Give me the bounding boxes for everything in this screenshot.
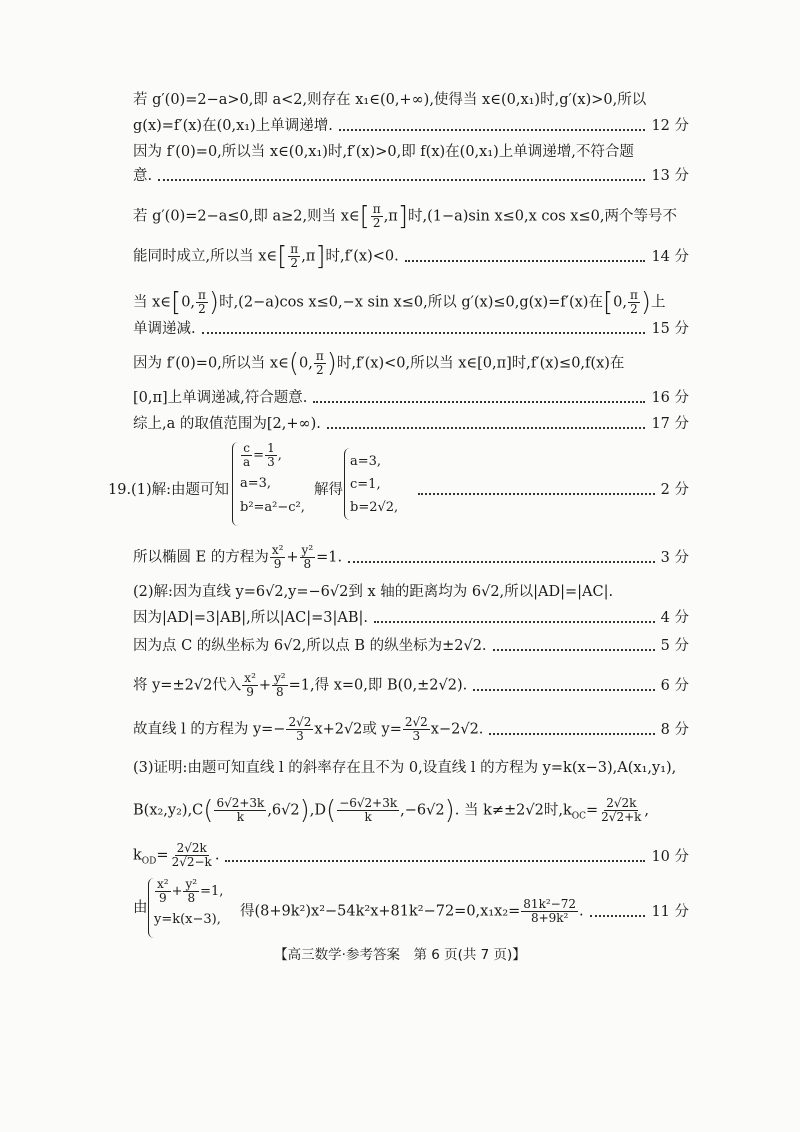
text: 因为点 C 的纵坐标为 6√2,所以点 B 的纵坐标为±2√2. [133, 638, 487, 654]
q19-score [412, 480, 689, 500]
text-group: $k_{OD}=$ $\frac{2√2k}{2√2-k}$ . [133, 841, 220, 869]
bracket-open: [ [602, 287, 614, 318]
score: 14 分 [651, 248, 689, 265]
fraction [183, 878, 199, 905]
bracket-close: ] [397, 201, 408, 232]
numerator: x² [244, 671, 256, 685]
text: 单调递减. [133, 321, 196, 337]
denominator: 2 [372, 216, 381, 230]
text: x+2√2或 y= [314, 721, 402, 738]
fraction [300, 544, 316, 571]
numerator: y² [274, 671, 286, 685]
fraction [170, 842, 214, 869]
paren-close: ) [208, 287, 220, 318]
leader-dots [158, 179, 645, 181]
leader-dots [374, 621, 655, 623]
paren-close: ) [326, 348, 337, 379]
text: = [156, 847, 169, 864]
denominator: 3 [412, 729, 421, 743]
score: 5 分 [660, 638, 689, 654]
line-17 [133, 672, 689, 699]
paren-close: ) [299, 795, 310, 826]
numerator: 2√2 [288, 715, 312, 729]
eq-row: b=2√2, [350, 500, 399, 515]
text: ,D [309, 802, 327, 819]
fraction [265, 442, 277, 469]
line-22 [240, 898, 689, 925]
denominator: k [236, 810, 245, 824]
text: 时,(1−a)sin x≤0,x cos x≤0,两个等号不 [407, 208, 677, 225]
fraction [272, 672, 288, 699]
numerator: c [243, 441, 250, 455]
line-2 [133, 116, 689, 136]
leader-dots [590, 915, 646, 917]
score: 11 分 [651, 903, 689, 920]
score: 17 分 [651, 416, 689, 432]
denominator: 2√2−k [171, 855, 212, 869]
eq-row: a=3, [350, 454, 382, 469]
leader-dots [202, 332, 646, 334]
denominator: 3 [267, 455, 275, 469]
numerator: π [629, 288, 638, 302]
text: 上 [651, 294, 666, 311]
text: = [586, 802, 599, 819]
text: 19.(1)解:由题可知 [108, 482, 229, 498]
fraction [599, 797, 643, 824]
numerator: y² [185, 877, 198, 891]
numerator: 1 [267, 441, 275, 455]
fraction [242, 672, 258, 699]
text: 当 x∈ [133, 294, 172, 311]
leader-dots [473, 689, 654, 691]
denominator: 8+9k² [530, 911, 569, 925]
line-18 [133, 716, 689, 743]
text: 解得 [314, 482, 343, 498]
fraction [270, 544, 286, 571]
line-10 [133, 388, 689, 408]
leader-dots [493, 649, 655, 651]
line-6 [133, 243, 689, 270]
eq-row: y=k(x−3), [154, 912, 221, 927]
paren-open: ( [288, 348, 299, 379]
text-group [133, 716, 483, 743]
numerator: 81k²−72 [523, 897, 576, 911]
text: (3)证明:由题可知直线 l 的斜率存在且不为 0,设直线 l 的方程为 y=k(x−3),A(x₁,y₁), [133, 760, 677, 776]
text: 意. [133, 168, 153, 184]
line-1 [133, 90, 689, 110]
fraction [628, 289, 640, 316]
bracket-open: [ [277, 241, 288, 272]
denominator: 2√2+k [601, 810, 642, 824]
line-9: 因为 f′(0)=0,所以当 x∈(0, $\frac{\pi}{2}$ )时,f′(x)<0,所以当 x∈[0,π]时,f′(x)≤0,f(x)在 [133, 348, 625, 379]
text-group: 将 y=±2√2代入 $\frac{\text{x²}}{9}$ + $\frac{\text{y²}}{8}$ =1,得 x=0,即 B(0,±2√2). [133, 671, 468, 699]
fraction [314, 350, 326, 377]
text: 能同时成立,所以当 x∈ [133, 248, 278, 265]
fraction [403, 716, 430, 743]
denominator: k [364, 810, 372, 824]
bracket-open: [ [171, 287, 182, 318]
numerator: −6√2+3k [339, 796, 398, 810]
leader-dots [327, 427, 646, 429]
line-15 [133, 608, 689, 628]
line-16 [133, 636, 689, 656]
paren-open: ( [326, 795, 337, 826]
denominator: 2 [630, 302, 638, 316]
text: 时,(2−a)cos x≤0,−x sin x≤0,所以 g′(x)≤0,g(x)=f′(x)在 [219, 294, 603, 311]
line-11 [133, 414, 689, 434]
score: 12 分 [651, 118, 689, 134]
q19-label [108, 480, 238, 500]
line-5: 若 g′(0)=2−a≤0,即 a≥2,则当 x∈[ $\frac{\pi}{2}$ ,π]时,(1−a)sin x≤0,x cos x≤0,两个等号不 [133, 201, 677, 232]
leader-dots [348, 561, 655, 563]
numerator: x² [271, 543, 284, 557]
fraction [155, 878, 171, 905]
line-19 [133, 758, 689, 778]
score: 8 分 [660, 721, 689, 738]
denominator: 8 [303, 557, 312, 571]
line-4 [133, 166, 689, 186]
numerator: 6√2+3k [216, 796, 265, 810]
text: 将 y=±2√2代入 [133, 677, 242, 694]
score: 3 分 [660, 549, 689, 566]
numerator: y² [301, 543, 314, 557]
denominator: 9 [158, 891, 167, 905]
denominator: a [243, 455, 251, 469]
fraction [286, 716, 313, 743]
denominator: 2 [198, 302, 206, 316]
text: k [133, 847, 142, 864]
numerator: 2√2k [606, 796, 637, 810]
line-8 [133, 319, 689, 339]
denominator: 8 [276, 685, 284, 699]
fraction [337, 797, 399, 824]
denominator: 2 [290, 256, 299, 270]
fraction [288, 243, 300, 270]
line-3 [133, 142, 689, 162]
eq-row: $\frac{c}{a}$ = $\frac{1}{3}$ , [243, 441, 282, 469]
page-footer: 【高三数学·参考答案 第 6 页(共 7 页)】 [274, 947, 526, 963]
line-7: 当 x∈[0, $\frac{\pi}{2}$ )时,(2−a)cos x≤0,−x sin x≤0,所以 g′(x)≤0,g(x)=f′(x)在[0, $\frac{\pi}{2}$ )上 [133, 287, 666, 318]
denominator: 3 [296, 729, 304, 743]
leader-dots [418, 493, 655, 495]
denominator: 9 [273, 557, 282, 571]
text: B(x₂,y₂),C [133, 802, 204, 819]
bracket-close: ] [315, 241, 326, 272]
text: 所以椭圆 E 的方程为 [133, 549, 269, 566]
text: 因为 f′(0)=0,所以当 x∈(0,x₁)时,f′(x)>0,即 f(x)在(0,x₁)上单调递增,不符合题 [133, 144, 634, 160]
text: (2)解:因为直线 y=6√2,y=−6√2到 x 轴的距离均为 6√2,所以|AD|=|AC|. [133, 584, 614, 600]
text: . 当 k≠±2√2时,k [454, 802, 572, 819]
fraction [521, 898, 578, 925]
fraction [241, 442, 252, 469]
text-group: 得(8+9k²)x²−54k²x+81k²−72=0,x₁x₂= $\frac{\text{81k²−72}}{\text{8+9k²}}$ . [240, 897, 584, 925]
leader-dots [339, 129, 646, 131]
text: 若 g′(0)=2−a>0,即 a<2,则存在 x₁∈(0,+∞),使得当 x∈(0,x₁)时,g′(x)>0,所以 [133, 92, 647, 108]
paren-close: ) [444, 795, 455, 826]
numerator: π [290, 242, 299, 256]
text: 综上,a 的取值范围为[2,+∞). [133, 416, 321, 432]
fraction [214, 797, 266, 824]
line-20: B(x₂,y₂),C( $\frac{6√2+3k}{k}$ ,6√2),D( $\frac{-6√2+3k}{k}$ ,−6√2). 当 k≠±2√2时$,k_{OC}=$ $\frac{2√2k}{2√2+k}$ , [133, 795, 650, 826]
eq-row: b²=a²−c², [240, 500, 305, 515]
fraction [196, 289, 208, 316]
score: 2 分 [660, 482, 689, 498]
score: 16 分 [651, 390, 689, 406]
system-brace [232, 442, 239, 526]
text-group: 所以椭圆 E 的方程为 $\frac{\text{x²}}{9}$ + $\frac{\text{y²}}{8}$ =1. [133, 543, 343, 571]
leader-dots [225, 860, 645, 862]
paren-close: ) [640, 287, 651, 318]
score: 15 分 [651, 321, 689, 337]
score: 10 分 [651, 848, 689, 865]
line-21 [133, 842, 689, 871]
text-group: 能同时成立,所以当 x∈[ $\frac{\pi}{2}$ ,π]时,f′(x)<0. [133, 241, 399, 272]
text: g(x)=f′(x)在(0,x₁)上单调递增. [133, 118, 333, 134]
numerator: 2√2 [404, 715, 428, 729]
text: =1. [316, 549, 343, 566]
leader-dots [313, 401, 645, 403]
system-1 [240, 442, 305, 517]
paren-open: ( [203, 795, 214, 826]
numerator: π [315, 349, 324, 363]
score: 6 分 [660, 677, 689, 694]
text: 时,f′(x)<0. [325, 248, 399, 265]
system-3 [154, 878, 223, 929]
leader-dots [405, 260, 646, 262]
text: x−2√2. [430, 721, 484, 738]
text: 因为 f′(0)=0,所以当 x∈ [133, 355, 289, 372]
text: 故直线 l 的方程为 y=− [133, 721, 286, 738]
denominator: 8 [187, 891, 196, 905]
numerator: x² [157, 877, 169, 891]
leader-dots [489, 733, 654, 735]
line-14 [133, 582, 689, 602]
line-13 [133, 544, 689, 571]
fraction [371, 203, 383, 230]
eq-row: a=3, [240, 476, 272, 491]
text: 由 [133, 900, 148, 916]
text: 若 g′(0)=2−a≤0,即 a≥2,则当 x∈ [133, 208, 360, 225]
text: [0,π]上单调递减,符合题意. [133, 390, 308, 406]
text: =1,得 x=0,即 B(0,±2√2). [288, 677, 468, 694]
system-2 [350, 450, 398, 519]
numerator: π [198, 288, 206, 302]
text: 因为|AD|=3|AB|,所以|AC|=3|AB|. [133, 610, 368, 626]
eq-row: $\frac{\text{x²}}{9}$ + $\frac{\text{y²}}{8}$ =1, [157, 877, 224, 905]
eq-row: c=1, [350, 477, 381, 492]
bracket-open: [ [359, 201, 370, 232]
denominator: 9 [246, 685, 254, 699]
numerator: π [372, 202, 381, 216]
denominator: 2 [315, 363, 324, 377]
score: 13 分 [651, 168, 689, 184]
text: 时,f′(x)<0,所以当 x∈[0,π]时,f′(x)≤0,f(x)在 [336, 355, 625, 372]
text: 得(8+9k²)x²−54k²x+81k²−72=0,x₁x₂= [240, 903, 521, 920]
score: 4 分 [660, 610, 689, 626]
numerator: 2√2k [176, 841, 207, 855]
